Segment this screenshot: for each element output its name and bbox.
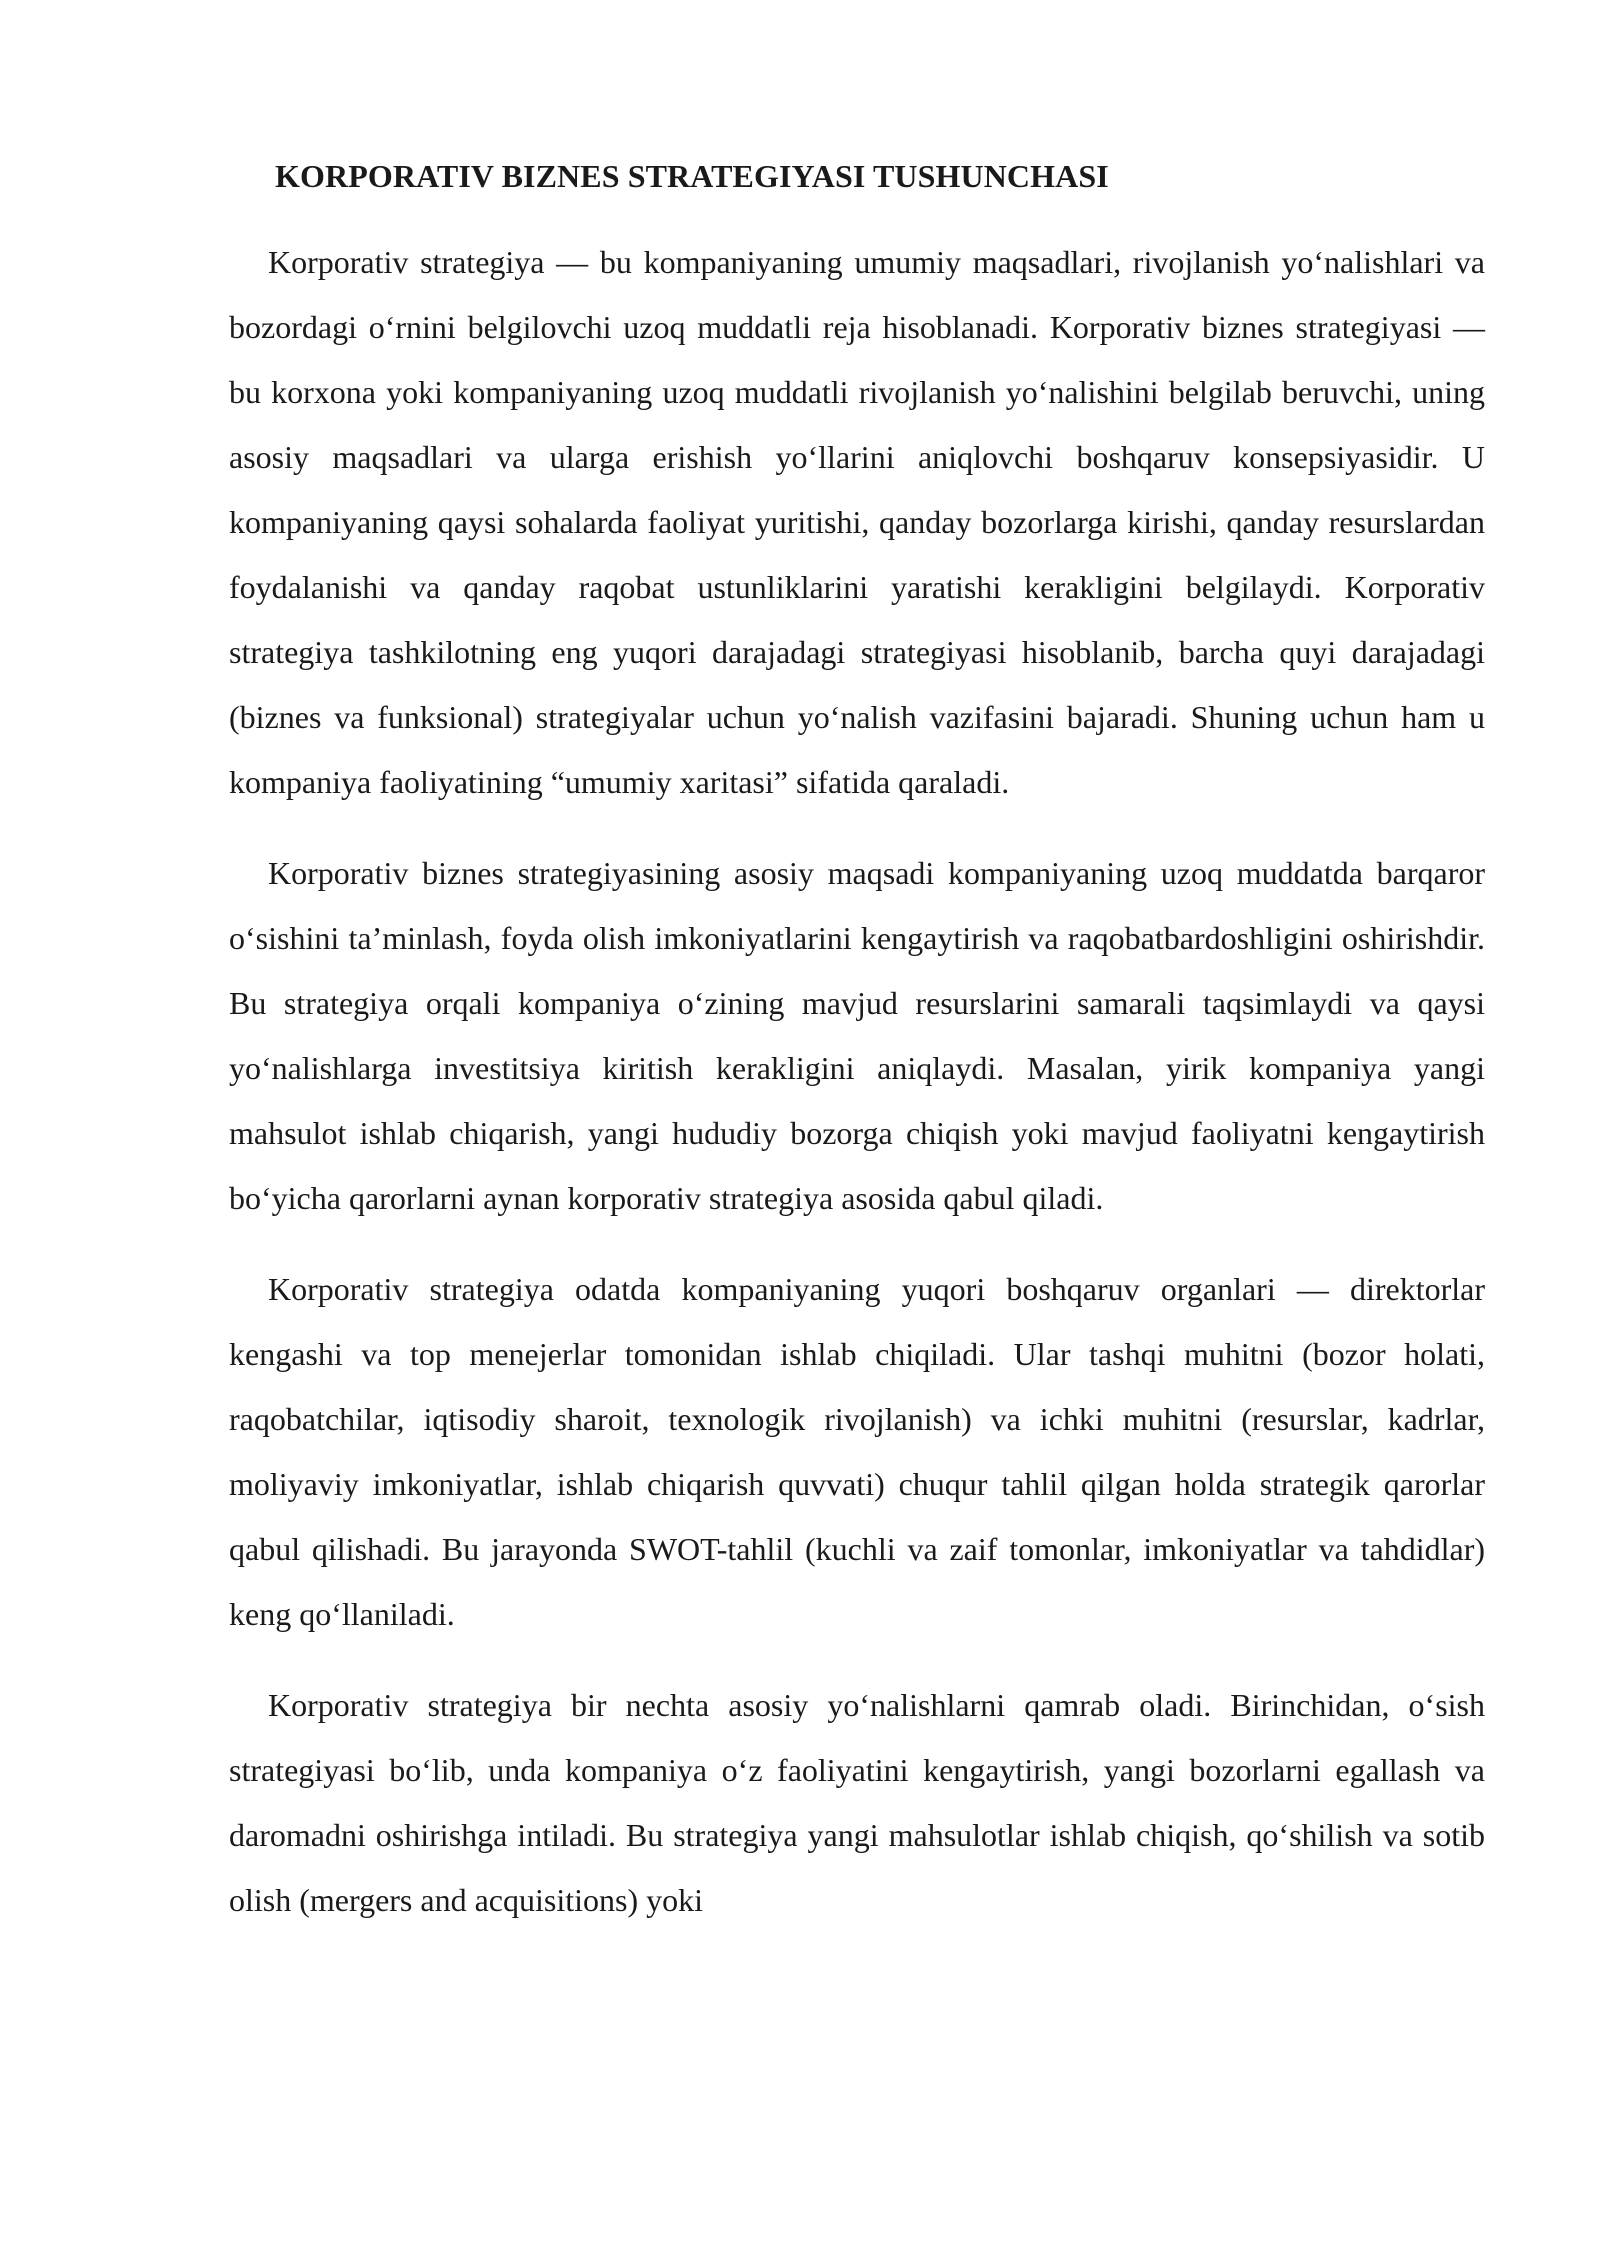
document-title: KORPORATIV BIZNES STRATEGIYASI TUSHUNCHASI (275, 158, 1109, 194)
document-body (229, 148, 1485, 1933)
paragraph-directions: Korporativ strategiya bir nechta asosiy yo‘nalishlarni qamrab oladi. Birinchidan, o‘sish strategiyasi bo‘lib, unda kompaniya o‘z faoliyatini kengaytirish, yangi bozorlarni egallash va daromadni oshirishga intiladi. Bu strategiya yangi mahsulotlar ishlab chiqish, qo‘shilish va sotib olish (mergers and acquisitions) yoki (229, 1687, 1485, 1918)
paragraph-management-bodies: Korporativ strategiya odatda kompaniyaning yuqori boshqaruv organlari — direktorlar kengashi va top menejerlar tomonidan ishlab chiqiladi. Ular tashqi muhitni (bozor holati, raqobatchilar, iqtisodiy sharoit, texnologik rivojlanish) va ichki muhitni (resurslar, kadrlar, moliyaviy imkoniyatlar, ishlab chiqarish quvvati) chuqur tahlil qilgan holda strategik qarorlar qabul qilishadi. Bu jarayonda SWOT-tahlil (kuchli va zaif tomonlar, imkoniyatlar va tahdidlar) keng qo‘llaniladi. (229, 1271, 1485, 1632)
paragraph-main-goal: Korporativ biznes strategiyasining asosiy maqsadi kompaniyaning uzoq muddatda barqaror o‘sishini ta’minlash, foyda olish imkoniyatlarini kengaytirish va raqobatbardoshligini oshirishdir. Bu strategiya orqali kompaniya o‘zining mavjud resurslarini samarali taqsimlaydi va qaysi yo‘nalishlarga investitsiya kiritish kerakligini aniqlaydi. Masalan, yirik kompaniya yangi mahsulot ishlab chiqarish, yangi hududiy bozorga chiqish yoki mavjud faoliyatni kengaytirish bo‘yicha qarorlarni aynan korporativ strategiya asosida qabul qiladi. (229, 855, 1485, 1216)
paragraph-definition: Korporativ strategiya — bu kompaniyaning umumiy maqsadlari, rivojlanish yo‘nalishlari va bozordagi o‘rnini belgilovchi uzoq muddatli reja hisoblanadi. Korporativ biznes strategiyasi — bu korxona yoki kompaniyaning uzoq muddatli rivojlanish yo‘nalishini belgilab beruvchi, uning asosiy maqsadlari va ularga erishish yo‘llarini aniqlovchi boshqaruv konsepsiyasidir. U kompaniyaning qaysi sohalarda faoliyat yuritishi, qanday bozorlarga kirishi, qanday resurslardan foydalanishi va qanday raqobat ustunliklarini yaratishi kerakligini belgilaydi. Korporativ strategiya tashkilotning eng yuqori darajadagi strategiyasi hisoblanib, barcha quyi darajadagi (biznes va funksional) strategiyalar uchun yo‘nalish vazifasini bajaradi. Shuning uchun ham u kompaniya faoliyatining “umumiy xaritasi” sifatida qaraladi. (229, 244, 1485, 800)
